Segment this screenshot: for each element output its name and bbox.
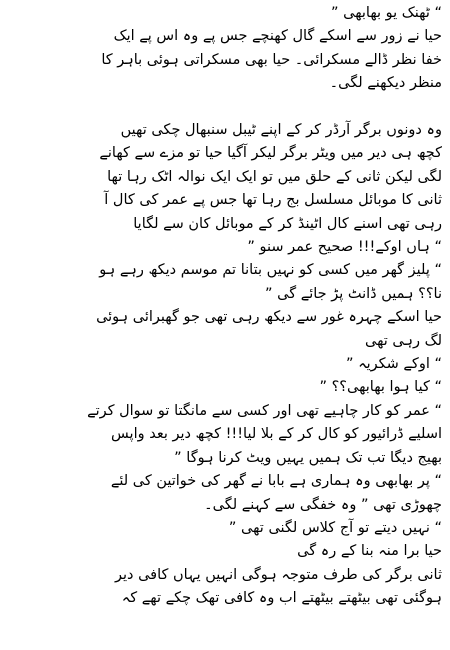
text-line: منظر دیکھنے لگی۔ [329,75,442,92]
blank-line [6,96,442,119]
text-line: ثانی کا موبائل مسلسل بج رہا تھا جس پے عمر کی کال آ [104,192,442,209]
text-line: بھیج دیگا تب تک ہمیں یہیں ویٹ کرنا ہوگا ” [174,449,442,466]
text-line: حیا اسکے چہرہ غور سے دیکھ رہی تھی جو گھبرائی ہوئی [96,309,442,326]
text-line: چھوڑی تھی ” وہ خفگی سے کہنے لگی۔ [204,496,442,513]
text-line: ہوگئی تھی بیٹھتے بیٹھتے اب وہ کافی تھک چکے تھے کہ [121,590,442,607]
text-line: نا؟؟ ہمیں ڈانٹ پڑ جائے گی ” [264,285,442,302]
text-line: لگی لیکن ثانی کے حلق میں تو ایک ایک نوالہ اٹک رہا تھا [107,168,442,185]
text-line: “ نہیں دیتے تو آج کلاس لگنی تھی ” [228,519,442,536]
text-line: “ پلیز گھر میں کسی کو نہیں بتانا تم موسم دیکھ رہے ہو [99,262,442,279]
text-line: وہ دونوں برگر آرڈر کر کے اپنے ٹیبل سنبھال چکی تھیں [120,122,442,139]
text-line: “ ٹھنک یو بھابھی ” [330,5,442,21]
text-line: “ اوکے شکریہ ” [346,356,442,373]
text-line: حیا نے زور سے اسکے گال کھنچے جس پے وہ اس پے ایک [113,28,442,45]
text-line: اسلیے ڈرائیور کو کال کر کے بلا لیا!!! کچھ دیر بعد واپس [111,426,442,443]
text-line: رہی تھی اسنے کال اٹینڈ کر کے موبائل کان سے لگایا [133,215,442,232]
text-line: لگ رہی تھی [364,332,442,349]
text-line: حیا برا منہ بنا کے رہ گی [297,543,442,560]
text-line: “ ہاں اوکے!!! صحیح عمر سنو ” [247,239,442,256]
text-line: “ عمر کو کار چاہیے تھی اور کسی سے مانگتا تو سوال کرتے [87,402,442,419]
text-line: ثانی برگر کی طرف متوجہ ہوگی انہیں یہاں کافی دیر [114,566,442,583]
text-line: “ پر بھابھی وہ ہماری ہے بابا نے گھر کی خواتین کی لئے [110,473,442,490]
text-line: کچھ ہی دیر میں ویٹر برگر لیکر آگیا حیا تو مزے سے کھانے [99,145,442,162]
text-line: “ کیا ہوا بھابھی؟؟ ” [319,379,442,396]
text-line: خفا نظر ڈالے مسکرائی۔ حیا بھی مسکراتی ہوئی باہر کا [101,51,442,68]
